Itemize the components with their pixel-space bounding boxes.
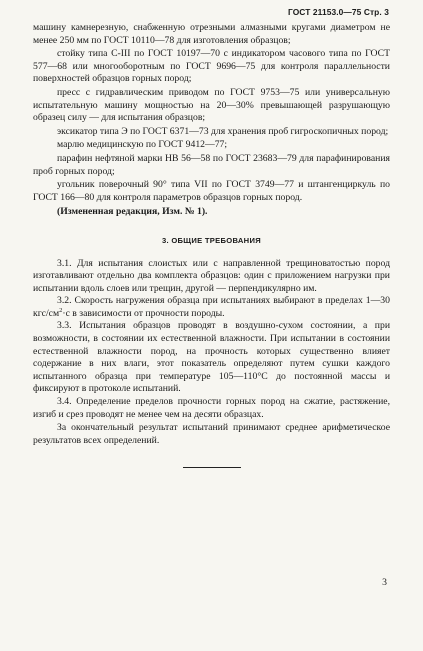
clause-3-2 [33,295,390,320]
list-item-square-caliper: угольник поверочный 90° типа VII по ГОСТ 3749—77 и штангенциркуль по ГОСТ 166—80 для контроля параметров образцов горных пород. [33,179,390,203]
list-item-press: пресс с гидравлическим приводом по ГОСТ 9753—75 или универсальную испытательную машину мощностью на 20—30% превышающей разрушающую образец силу — для испытания образцов; [33,86,390,124]
list-item-gauze: марлю медицинскую по ГОСТ 9412—77; [57,139,228,151]
page-number: 3 [382,577,387,588]
closing-rule [183,467,241,468]
clause-3-1: 3.1. Для испытания слоистых или с направленной трещиноватостью пород изготавливают отдельно два комплекта образцов: один с приложением нагрузки при испытании вдоль слоев или трещин, другой — перпендикулярно им. [33,257,390,294]
page-header: ГОСТ 21153.0—75 Стр. 3 [287,7,389,17]
section-title: 3. ОБЩИЕ ТРЕБОВАНИЯ [161,235,261,245]
clause-final-result: За окончательный результат испытаний принимают среднее арифметическое результатов всех определений. [33,422,390,446]
clause-3-2-text-b: ·с в зависимости от прочности породы. [62,307,225,319]
clause-3-3: 3.3. Испытания образцов проводят в воздушно-сухом состоянии, а при возможности, в состоянии их естественной влажности. При испытании в состоянии естественной влажности пород, на прочность которых существенно влияет содержание в них влаги, этот показатель определяют путем сушки каждого испытанного образца при температуре 105—110°С до постоянной массы и фиксируют в протоколе испытаний. [33,320,390,395]
list-item-cutting-machine: машину камнерезную, снабженную отрезными алмазными кругами диаметром не менее 250 мм по ГОСТ 10110—78 для изготовления образцов; [33,22,390,46]
clause-3-4: 3.4. Определение пределов прочности горных пород на сжатие, растяжение, изгиб и срез проводят не менее чем на десяти образцах. [33,396,390,420]
clause-3-2-superscript: 2 [59,306,63,314]
list-item-stand: стойку типа С-III по ГОСТ 10197—70 с индикатором часового типа по ГОСТ 577—68 или многооборотным по ГОСТ 9696—75 для контроля параллельности поверхностей образцов горных пород; [33,48,390,85]
clause-3-2-text-a: 3.2. Скорость нагружения образца при испытаниях выбирают в пределах 1—30 кгс/см [33,295,390,319]
list-item-desiccator: эксикатор типа Э по ГОСТ 6371—73 для хранения проб гигроскопичных пород; [57,125,389,137]
list-item-paraffin: парафин нефтяной марки НВ 56—58 по ГОСТ 23683—79 для парафинирования проб горных пород; [33,152,390,177]
edition-note: (Измененная редакция, Изм. № 1). [57,206,208,218]
page-content [33,22,390,468]
